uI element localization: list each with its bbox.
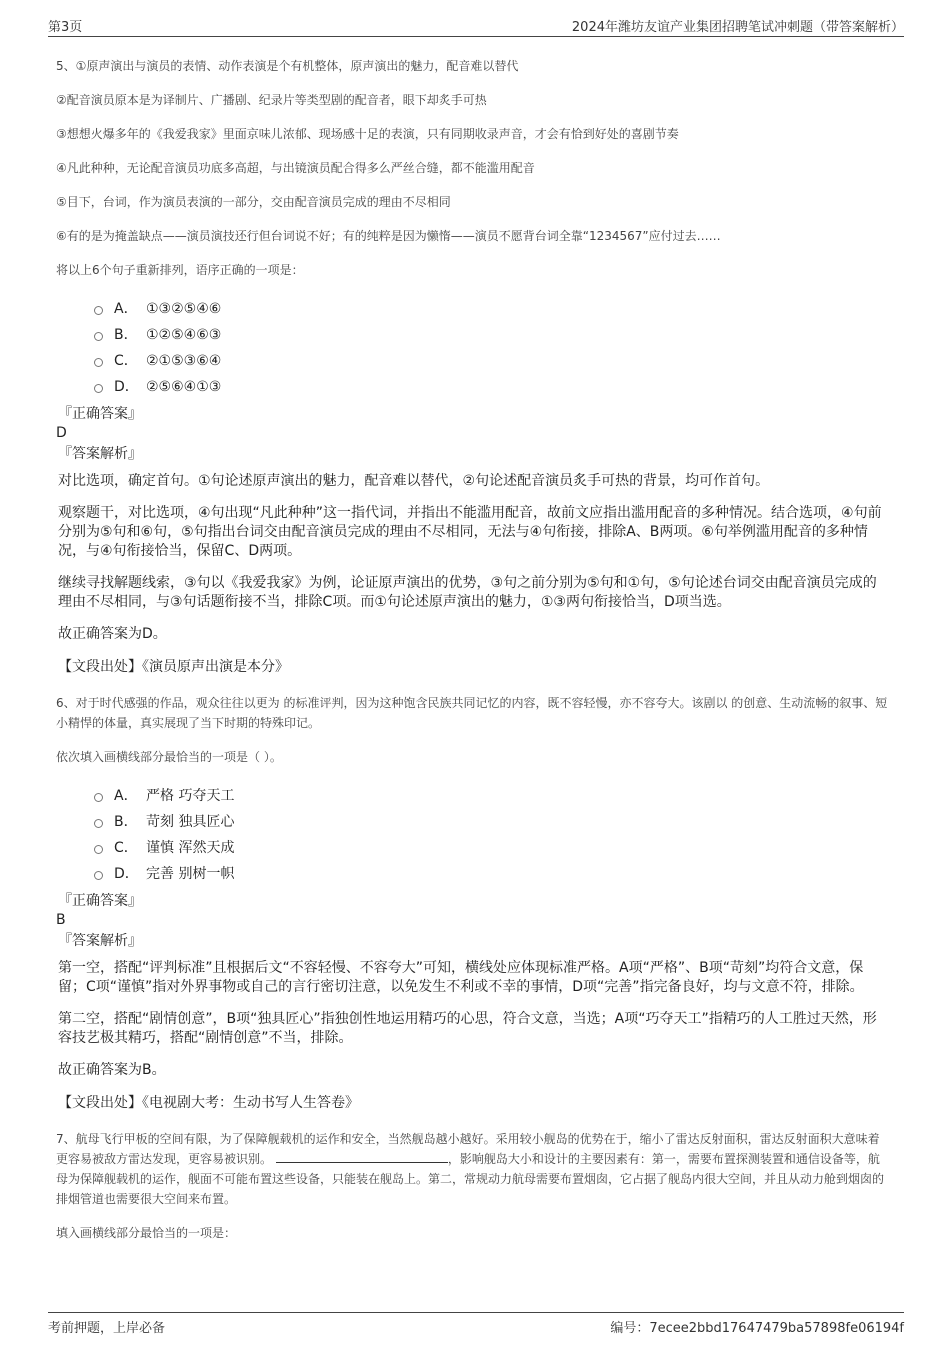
radio-icon[interactable] [94,358,103,367]
q6-options [94,783,888,887]
q6-analysis-1: 第一空，搭配“评判标准”且根据后文“不容轻慢、不容夸大”可知，横线处应体现标准严格。A项“严格”、B项“苛刻”均符合文意，保留；C项“谨慎”指对外界事物或自己的言行密切注意，以免发生不利或不幸的事情，D项“完善”指完备良好，均与文意不符，排除。 [58,960,864,995]
option-text: ②⑤⑥④①③ [146,379,222,395]
document-title: 2024年潍坊友谊产业集团招聘笔试冲刺题（带答案解析） [571,20,904,35]
option-letter: A． [114,788,138,804]
radio-icon[interactable] [94,793,103,802]
q6-analysis-3: 故正确答案为B。 [58,1062,166,1078]
source-label: 【文段出处】 [58,659,142,675]
radio-icon[interactable] [94,845,103,854]
q5-option-a[interactable] [94,296,888,322]
option-letter: C． [114,840,138,856]
q5-option-d[interactable] [94,374,888,400]
q6-option-c[interactable] [94,835,888,861]
q5-analysis-2: 观察题干，对比选项，④句出现“凡此种种”这一指代词，并指出不能滥用配音，故前文应指出滥用配音的多种情况。结合选项，④句前分别为⑤句和⑥句，⑤句指出台词交由配音演员完成的理由不尽相同，无法与④句衔接，排除A、B两项。⑥句举例滥用配音的多种情况，与④句衔接恰当，保留C、D两项。 [58,505,882,559]
q7-stem [56,1129,888,1209]
q7-stem-before: 7、航母飞行甲板的空间有限，为了保障舰载机的运作和安全，当然舰岛越小越好。采用较小舰岛的优势在于，缩小了雷达反射面积，雷达反射面积大意味着更容易被敌方雷达发现，更容易被识别。 [56,1132,880,1166]
page-footer [48,1312,904,1335]
q5-answer-label: 『正确答案』 [58,406,142,422]
q5-analysis-label: 『答案解析』 [58,446,142,462]
q5-sentence-5: ⑤目下，台词，作为演员表演的一部分，交由配音演员完成的理由不尽相同 [56,195,451,209]
q5-option-b[interactable] [94,322,888,348]
question-5 [56,56,888,677]
q6-option-a[interactable] [94,783,888,809]
q5-sentence-1: 5、①原声演出与演员的表情、动作表演是个有机整体，原声演出的魅力，配音难以替代 [56,59,519,73]
q6-source [58,1093,888,1113]
question-6 [56,693,888,1113]
q5-analysis-4: 故正确答案为D。 [58,626,167,642]
q5-sentence-2: ②配音演员原本是为译制片、广播剧、纪录片等类型剧的配音者，眼下却炙手可热 [56,93,487,107]
option-letter: D． [114,866,139,882]
q6-prompt: 依次填入画横线部分最恰当的一项是（ ）。 [56,750,282,764]
q6-stem: 6、对于时代感强的作品，观众往往以更为 的标准评判，因为这种饱含民族共同记忆的内容，既不容轻慢，亦不容夸大。该剧以 的创意、生动流畅的叙事、短小精悍的体量，真实展现了当下时期的特殊印记。 [56,696,888,730]
q5-sentence-6: ⑥有的是为掩盖缺点——演员演技还行但台词说不好；有的纯粹是因为懒惰——演员不愿背台词全靠“1234567”应付过去…… [56,229,721,243]
fill-blank-line [276,1150,448,1163]
document-code: 编号：7ecee2bbd17647479ba57898fe06194f [610,1321,904,1336]
q5-options [94,296,888,400]
page-number: 第3页 [48,20,83,35]
source-title: 《电视剧大考：生动书写人生答卷》 [142,1095,359,1111]
q7-prompt: 填入画横线部分最恰当的一项是： [56,1226,237,1240]
q5-option-c[interactable] [94,348,888,374]
q6-answer: B [56,912,66,928]
option-text: ②①⑤③⑥④ [146,353,222,369]
main-content [56,56,888,1257]
radio-icon[interactable] [94,332,103,341]
q5-answer: D [56,425,67,441]
option-letter: B． [114,814,138,830]
q6-analysis-2: 第二空，搭配“剧情创意”，B项“独具匠心”指独创性地运用精巧的心思，符合文意，当选；A项“巧夺天工”指精巧的人工胜过天然，形容技艺极其精巧，搭配“剧情创意”不当，排除。 [58,1011,877,1046]
q6-option-b[interactable] [94,809,888,835]
radio-icon[interactable] [94,384,103,393]
option-text: 苛刻 独具匠心 [146,814,235,830]
option-text: ①③②⑤④⑥ [146,301,222,317]
option-letter: B． [114,327,138,343]
q5-source [58,657,888,677]
radio-icon[interactable] [94,871,103,880]
source-title: 《演员原声出演是本分》 [142,659,289,675]
option-letter: D． [114,379,139,395]
option-letter: C． [114,353,138,369]
option-letter: A． [114,301,138,317]
option-text: 完善 别树一帜 [146,866,235,882]
option-text: 谨慎 浑然天成 [146,840,235,856]
footer-note: 考前押题，上岸必备 [48,1321,166,1336]
q6-answer-label: 『正确答案』 [58,893,142,909]
question-7 [56,1129,888,1243]
q5-sentence-3: ③想想火爆多年的《我爱我家》里面京味儿浓郁、现场感十足的表演，只有同期收录声音，才会有恰到好处的喜剧节奏 [56,127,679,141]
q5-prompt: 将以上6个句子重新排列，语序正确的一项是： [56,263,304,277]
source-label: 【文段出处】 [58,1095,142,1111]
option-text: ①②⑤④⑥③ [146,327,222,343]
radio-icon[interactable] [94,819,103,828]
q5-analysis-1: 对比选项，确定首句。①句论述原声演出的魅力，配音难以替代，②句论述配音演员炙手可热的背景，均可作首句。 [58,473,770,489]
q5-sentence-4: ④凡此种种，无论配音演员功底多高超，与出镜演员配合得多么严丝合缝，都不能滥用配音 [56,161,535,175]
q7-stem-after: ，影响舰岛大小和设计的主要因素有：第一，需要布置探测装置和通信设备等，航母为保障舰载机的运作，舰面不可能布置这些设备，只能装在舰岛上。第二，常规动力航母需要布置烟囱，它占据了舰岛内很大空间，并且从动力舱到烟囱的排烟管道也需要很大空间来布置。 [56,1152,885,1206]
q6-option-d[interactable] [94,861,888,887]
q6-analysis-label: 『答案解析』 [58,933,142,949]
q5-analysis-3: 继续寻找解题线索，③句以《我爱我家》为例，论证原声演出的优势，③句之前分别为⑤句和①句，⑤句论述台词交由配音演员完成的理由不尽相同，与③句话题衔接不当，排除C项。而①句论述原声演出的魅力，①③两句衔接恰当，D项当选。 [58,575,877,610]
page-header [48,14,904,37]
radio-icon[interactable] [94,306,103,315]
option-text: 严格 巧夺天工 [146,788,235,804]
